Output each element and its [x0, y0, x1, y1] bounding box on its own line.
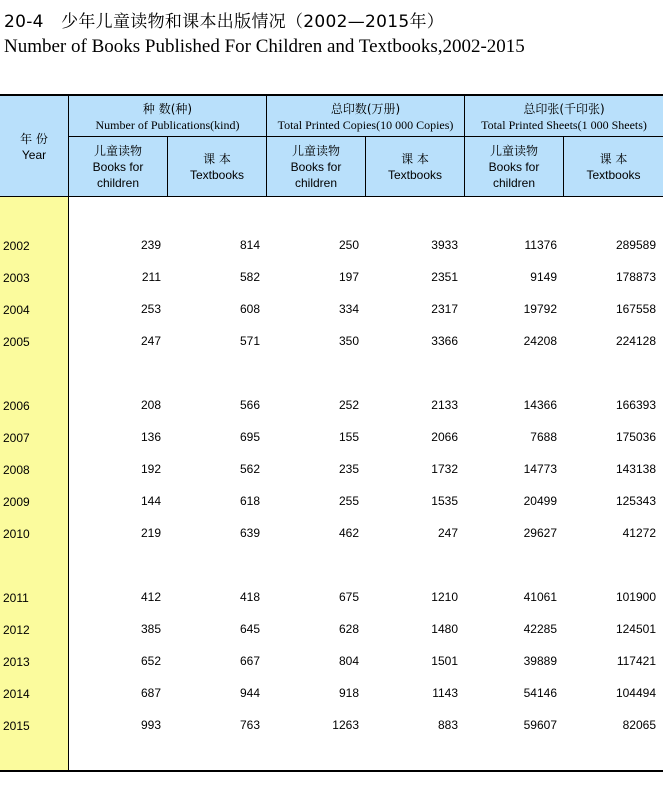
cell-copies-textbooks: 1210 — [431, 590, 458, 604]
cell-kinds-textbooks: 814 — [239, 238, 260, 252]
cell-copies-textbooks: 2066 — [431, 430, 458, 444]
cell-kinds-textbooks: 608 — [239, 302, 260, 316]
cell-sheets-textbooks: 101900 — [615, 590, 656, 604]
cell-kinds-children: 211 — [141, 270, 161, 284]
year-header-cn: 年 份 — [20, 131, 48, 146]
cell-copies-children: 1263 — [332, 718, 359, 732]
cell-sheets-children: 54146 — [523, 686, 557, 700]
cell-copies-children: 155 — [338, 430, 359, 444]
cell-copies-children: 252 — [338, 398, 359, 412]
cell-copies-children: 250 — [338, 238, 359, 252]
cell-sheets-children: 41061 — [523, 590, 557, 604]
cell-kinds-textbooks: 418 — [239, 590, 260, 604]
cell-sheets-textbooks: 175036 — [615, 430, 656, 444]
cell-copies-textbooks: 2351 — [431, 270, 458, 284]
sheets-children-header: 儿童读物 Books for children — [488, 143, 540, 190]
cell-kinds-children: 219 — [140, 526, 161, 540]
cell-sheets-textbooks: 178873 — [615, 270, 656, 284]
row-year: 2003 — [3, 271, 30, 285]
cell-sheets-textbooks: 125343 — [615, 494, 656, 508]
copies-group-header — [267, 97, 464, 136]
cell-kinds-children: 652 — [140, 654, 161, 668]
sheets-group-header — [465, 97, 663, 136]
kinds-header-en: Number of Publications(kind) — [95, 117, 240, 132]
row-year: 2011 — [3, 591, 29, 605]
cell-kinds-children: 385 — [140, 622, 161, 636]
cell-sheets-children: 42285 — [523, 622, 557, 636]
cell-copies-textbooks: 2133 — [431, 398, 458, 412]
cell-sheets-children: 29627 — [523, 526, 557, 540]
kinds-textbooks-header: 课 本 Textbooks — [189, 151, 245, 182]
cell-copies-children: 675 — [338, 590, 359, 604]
cell-sheets-children: 7688 — [530, 430, 557, 444]
cell-copies-children: 350 — [338, 334, 359, 348]
cell-copies-children: 918 — [338, 686, 359, 700]
cell-sheets-textbooks: 143138 — [615, 462, 656, 476]
cell-kinds-textbooks: 695 — [239, 430, 260, 444]
cell-sheets-children: 14773 — [523, 462, 557, 476]
cell-kinds-children: 412 — [140, 590, 161, 604]
cell-kinds-textbooks: 571 — [239, 334, 260, 348]
cell-sheets-children: 11376 — [524, 238, 557, 252]
kinds-children-header: 儿童读物 Books for children — [92, 143, 144, 190]
cell-kinds-children: 993 — [140, 718, 161, 732]
cell-sheets-textbooks: 104494 — [615, 686, 656, 700]
cell-kinds-textbooks: 562 — [239, 462, 260, 476]
year-header — [0, 96, 68, 197]
copies-header-cn: 总印数(万册) — [330, 101, 401, 116]
row-year: 2005 — [3, 335, 30, 349]
row-year: 2013 — [3, 655, 30, 669]
cell-sheets-textbooks: 289589 — [615, 238, 656, 252]
cell-kinds-textbooks: 566 — [239, 398, 260, 412]
cell-kinds-textbooks: 667 — [239, 654, 260, 668]
cell-kinds-textbooks: 645 — [239, 622, 260, 636]
sheets-header-en: Total Printed Sheets(1 000 Sheets) — [481, 117, 647, 132]
cell-copies-textbooks: 247 — [437, 526, 458, 540]
cell-copies-children: 235 — [338, 462, 359, 476]
kinds-group-header — [69, 97, 266, 136]
table-title-english: Number of Books Published For Children and Textbooks,2002-2015 — [4, 36, 525, 57]
cell-copies-textbooks: 1501 — [431, 654, 458, 668]
cell-sheets-textbooks: 224128 — [615, 334, 656, 348]
cell-sheets-textbooks: 166393 — [615, 398, 656, 412]
cell-sheets-children: 19792 — [523, 302, 557, 316]
copies-textbooks-header: 课 本 Textbooks — [387, 151, 443, 182]
row-year: 2009 — [3, 495, 30, 509]
cell-copies-textbooks: 1535 — [431, 494, 458, 508]
row-year: 2007 — [3, 431, 30, 445]
cell-kinds-children: 253 — [140, 302, 161, 316]
cell-copies-textbooks: 883 — [437, 718, 458, 732]
cell-kinds-children: 144 — [140, 494, 161, 508]
cell-sheets-children: 24208 — [523, 334, 557, 348]
table-title-chinese: 20-4 少年儿童读物和课本出版情况（2002—2015年） — [4, 12, 445, 32]
cell-kinds-textbooks: 763 — [239, 718, 260, 732]
cell-kinds-children: 208 — [140, 398, 161, 412]
cell-copies-textbooks: 3933 — [431, 238, 458, 252]
sheets-textbooks-header: 课 本 Textbooks — [586, 151, 641, 182]
cell-sheets-textbooks: 124501 — [615, 622, 656, 636]
cell-copies-children: 628 — [338, 622, 359, 636]
sheets-header-cn: 总印张(千印张) — [523, 101, 605, 116]
cell-copies-textbooks: 1732 — [431, 462, 458, 476]
cell-kinds-children: 687 — [140, 686, 161, 700]
cell-sheets-children: 9149 — [530, 270, 557, 284]
cell-copies-children: 804 — [338, 654, 359, 668]
row-year: 2014 — [3, 687, 30, 701]
copies-children-header: 儿童读物 Books for children — [290, 143, 342, 190]
row-year: 2002 — [3, 239, 30, 253]
cell-copies-textbooks: 3366 — [431, 334, 458, 348]
cell-sheets-textbooks: 167558 — [615, 302, 656, 316]
row-year: 2008 — [3, 463, 30, 477]
cell-kinds-textbooks: 944 — [239, 686, 260, 700]
cell-kinds-textbooks: 582 — [239, 270, 260, 284]
cell-sheets-textbooks: 82065 — [622, 718, 656, 732]
top-rule — [0, 94, 663, 96]
row-year: 2015 — [3, 719, 30, 733]
cell-copies-children: 255 — [338, 494, 359, 508]
cell-copies-children: 197 — [338, 270, 359, 284]
cell-kinds-children: 192 — [140, 462, 161, 476]
cell-kinds-textbooks: 618 — [239, 494, 260, 508]
row-year: 2006 — [3, 399, 30, 413]
cell-copies-textbooks: 1143 — [432, 686, 458, 700]
cell-sheets-textbooks: 117421 — [616, 654, 656, 668]
cell-copies-textbooks: 2317 — [431, 302, 458, 316]
row-year: 2004 — [3, 303, 30, 317]
copies-header-en: Total Printed Copies(10 000 Copies) — [277, 117, 454, 132]
cell-kinds-children: 239 — [140, 238, 161, 252]
cell-sheets-textbooks: 41272 — [622, 526, 656, 540]
cell-sheets-children: 14366 — [523, 398, 557, 412]
row-year: 2010 — [3, 527, 30, 541]
cell-kinds-children: 136 — [140, 430, 161, 444]
cell-kinds-textbooks: 639 — [239, 526, 260, 540]
row-year: 2012 — [3, 623, 30, 637]
cell-sheets-children: 39889 — [523, 654, 557, 668]
cell-copies-textbooks: 1480 — [431, 622, 458, 636]
cell-sheets-children: 59607 — [523, 718, 557, 732]
cell-copies-children: 334 — [338, 302, 359, 316]
bottom-rule — [0, 770, 663, 772]
cell-sheets-children: 20499 — [523, 494, 557, 508]
year-header-en: Year — [21, 147, 47, 162]
cell-kinds-children: 247 — [140, 334, 161, 348]
kinds-header-cn: 种 数(种) — [142, 101, 193, 116]
year-column-divider — [68, 96, 69, 770]
cell-copies-children: 462 — [338, 526, 359, 540]
